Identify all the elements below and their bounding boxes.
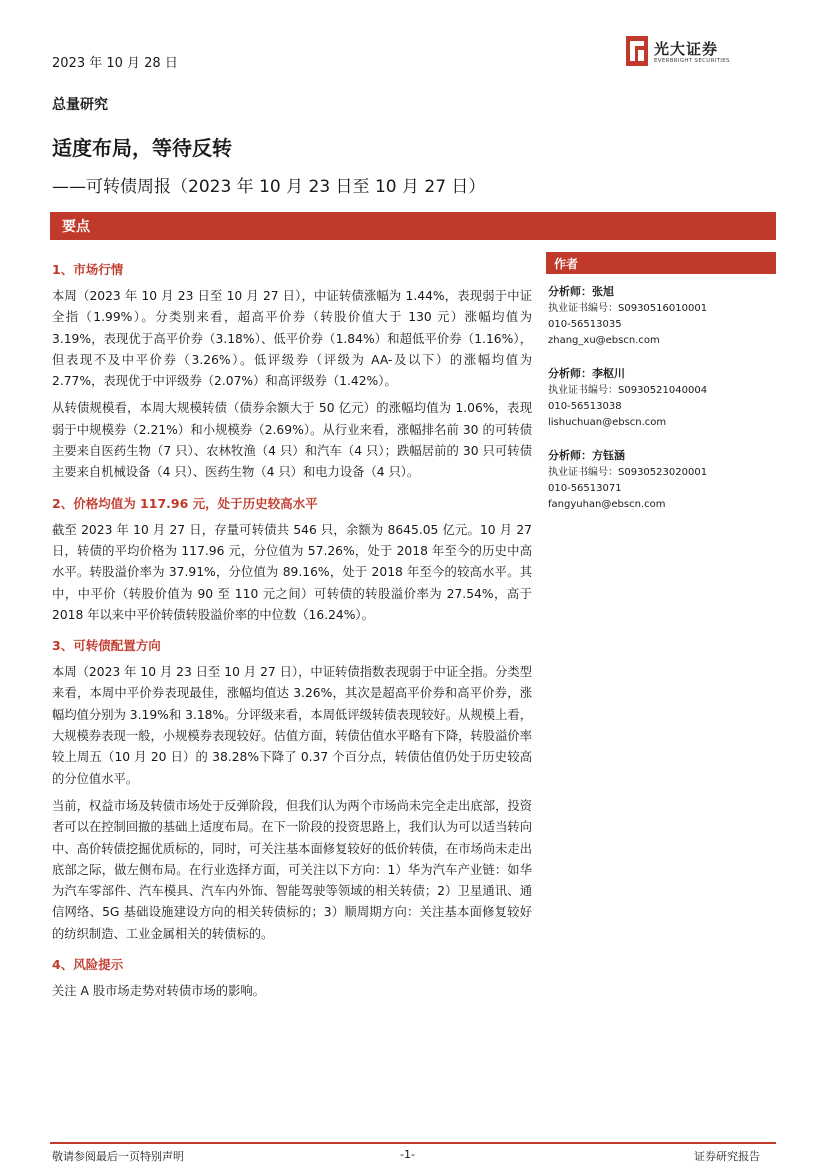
section-paragraph: 截至 2023 年 10 月 27 日，存量可转债共 546 只，余额为 8645.05 亿元。10 月 27 日，转债的平均价格为 117.96 元，分位值为 57.26%，处于 2018 年至今的历史中高水平。转股溢价率为 37.91%，分位值为 89.16%，处于 2018 年至今的较高水平。其中，中平价（转股价值为 90 至 110 元之间）可转债的转股溢价率为 27.54%，高于 2018 年以来中平价转债转股溢价率的中位数（16.24%）。: [52, 522, 532, 622]
analyst-name: 分析师：方钰涵: [548, 449, 625, 462]
key-points-banner: [50, 212, 776, 240]
main-content: [52, 260, 532, 1008]
report-category: 总量研究: [52, 97, 108, 113]
report-date: 2023 年 10 月 28 日: [52, 56, 178, 71]
section-heading-allocation: 3、可转债配置方向: [52, 638, 161, 654]
section-paragraph: 关注 A 股市场走势对转债市场的影响。: [52, 984, 265, 999]
authors-banner: [546, 252, 776, 274]
analyst-cert: 执业证书编号：S0930516010001: [548, 303, 708, 314]
logo-name: 光大证券: [654, 40, 719, 58]
analyst-cert: 执业证书编号：S0930521040004: [548, 385, 708, 396]
footer-report-type: 证券研究报告: [694, 1150, 760, 1163]
analyst-card: [548, 283, 776, 349]
analyst-name: 分析师：李枢川: [548, 367, 625, 380]
section-paragraph: 当前，权益市场及转债市场处于反弹阶段，但我们认为两个市场尚未完全走出底部，投资者可以在控制回撤的基础上适度布局。在下一阶段的投资思路上，我们认为可以适当转向中、高价转债挖掘优质标的，同时，可关注基本面修复较好的低价转债，在市场尚未走出底部之际，做左侧布局。在行业选择方面，可关注以下方向：1）华为汽车产业链：如华为汽车零部件、汽车模具、汽车内外饰、智能驾驶等领域的相关转债；2）卫星通讯、通信网络、5G 基础设施建设方向的相关转债标的；3）顺周期方向：关注基本面修复较好的纺织制造、工业金属相关的转债标的。: [52, 798, 532, 941]
section-paragraph: 本周（2023 年 10 月 23 日至 10 月 27 日），中证转债涨幅为 1.44%，表现弱于中证全指（1.99%）。分类别来看，超高平价券（转股价值大于 130 元）涨幅均值为 3.19%，表现优于高平价券（3.18%）、低平价券（1.84%）和超低平价券（1.16%），但表现不及中平价券（3.26%）。低评级券（评级为 AA-及以下）的涨幅均值为 2.77%，表现优于中评级券（2.07%）和高评级券（1.42%）。: [52, 289, 532, 389]
analyst-phone: 010-56513035: [548, 319, 622, 330]
footer-disclaimer-note: 敬请参阅最后一页特别声明: [52, 1150, 184, 1163]
key-points-label: 要点: [62, 219, 90, 235]
analyst-card: [548, 365, 776, 431]
section-paragraph: 从转债规模看，本周大规模转债（债券余额大于 50 亿元）的涨幅均值为 1.06%，表现弱于中规模券（2.21%）和小规模券（2.69%）。从行业来看，涨幅排名前 30 的可转债主要来自医药生物（7 只）、农林牧渔（4 只）和汽车（4 只）；跌幅居前的 30 只可转债主要来自机械设备（4 只）、医药生物（4 只）和电力设备（4 只）。: [52, 401, 532, 480]
report-subtitle: ——可转债周报（2023 年 10 月 23 日至 10 月 27 日）: [52, 177, 486, 197]
analyst-phone: 010-56513038: [548, 401, 622, 412]
footer-divider: [50, 1142, 776, 1144]
analyst-email[interactable]: fangyuhan@ebscn.com: [548, 499, 666, 510]
page-number: -1-: [400, 1148, 415, 1161]
section-paragraph: 本周（2023 年 10 月 23 日至 10 月 27 日），中证转债指数表现弱于中证全指。分类型来看，本周中平价券表现最佳，涨幅均值达 3.26%，其次是超高平价券和高平价券，涨幅均值分别为 3.19%和 3.18%。分评级来看，本周低评级转债表现较好。从规模上看，大规模券表现一般，小规模券表现较好。估值方面，转债估值水平略有下降，转股溢价率较上周五（10 月 20 日）的 38.28%下降了 0.37 个百分点，转债估值仍处于历史较高的分位值水平。: [52, 665, 532, 786]
analyst-card: [548, 447, 776, 513]
section-heading-market: 1、市场行情: [52, 262, 124, 277]
analyst-email[interactable]: zhang_xu@ebscn.com: [548, 335, 660, 346]
logo-english-name: EVERBRIGHT SECURITIES: [654, 58, 730, 64]
authors-panel: [548, 283, 776, 529]
company-logo: [626, 36, 766, 70]
analyst-cert: 执业证书编号：S0930523020001: [548, 467, 708, 478]
analyst-name: 分析师：张旭: [548, 285, 614, 298]
everbright-logo-icon: [626, 36, 648, 66]
authors-label: 作者: [554, 257, 579, 271]
section-heading-price: 2、价格均值为 117.96 元，处于历史较高水平: [52, 495, 318, 511]
analyst-email[interactable]: lishuchuan@ebscn.com: [548, 417, 667, 428]
analyst-phone: 010-56513071: [548, 483, 622, 494]
report-title: 适度布局，等待反转: [52, 136, 232, 160]
section-heading-risk: 4、风险提示: [52, 957, 124, 973]
